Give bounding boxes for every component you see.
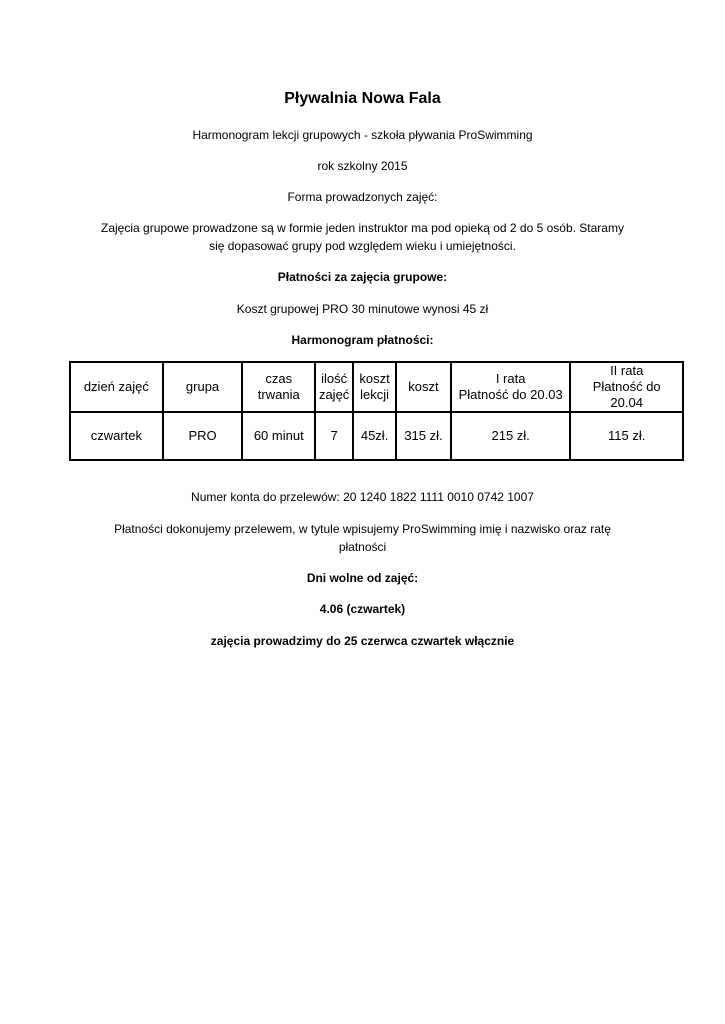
header-rate-1: I rata Płatność do 20.03 — [451, 362, 571, 412]
header-cost: koszt — [396, 362, 451, 412]
description-line-1: Zajęcia grupowe prowadzone są w formie jeden instruktor ma pod opieką od 2 do 5 osób. Staramy — [101, 221, 624, 235]
payment-schedule-table — [69, 361, 684, 461]
form-heading: Forma prowadzonych zajęć: — [287, 190, 438, 204]
header-count: ilość zajęć — [315, 362, 353, 412]
cell-rate-2: 115 zł. — [570, 412, 683, 460]
account-number: Numer konta do przelewów: 20 1240 1822 1111 0010 0742 1007 — [191, 490, 534, 504]
transfer-line-2: płatności — [338, 540, 387, 554]
day-off-date: 4.06 (czwartek) — [319, 602, 406, 616]
header-day: dzień zajęć — [70, 362, 163, 412]
cell-count: 7 — [315, 412, 353, 460]
school-year: rok szkolny 2015 — [317, 159, 408, 173]
end-note: zajęcia prowadzimy do 25 czerwca czwartek włącznie — [210, 634, 515, 648]
header-rate-2: II rata Płatność do 20.04 — [570, 362, 683, 412]
cell-day: czwartek — [70, 412, 163, 460]
table-header-row — [70, 362, 683, 412]
days-off-heading: Dni wolne od zajęć: — [306, 571, 419, 585]
header-lesson-cost: koszt lekcji — [353, 362, 396, 412]
header-group: grupa — [163, 362, 243, 412]
cell-rate-1: 215 zł. — [451, 412, 571, 460]
document-title: Pływalnia Nowa Fala — [284, 90, 441, 107]
cost-text: Koszt grupowej PRO 30 minutowe wynosi 45 zł — [236, 302, 489, 316]
schedule-heading: Harmonogram płatności: — [291, 333, 434, 347]
cell-cost: 315 zł. — [396, 412, 451, 460]
header-duration: czas trwania — [242, 362, 315, 412]
description-line-2: się dopasować grupy pod względem wieku i umiejętności. — [209, 239, 516, 253]
cell-duration: 60 minut — [242, 412, 315, 460]
document-subtitle: Harmonogram lekcji grupowych - szkoła pływania ProSwimming — [192, 128, 533, 142]
cell-group: PRO — [163, 412, 243, 460]
payments-heading: Płatności za zajęcia grupowe: — [277, 270, 448, 284]
cell-lesson-cost: 45zł. — [353, 412, 396, 460]
transfer-line-1: Płatności dokonujemy przelewem, w tytule wpisujemy ProSwimming imię i nazwisko oraz ratę — [114, 522, 611, 536]
table-row — [70, 412, 683, 460]
